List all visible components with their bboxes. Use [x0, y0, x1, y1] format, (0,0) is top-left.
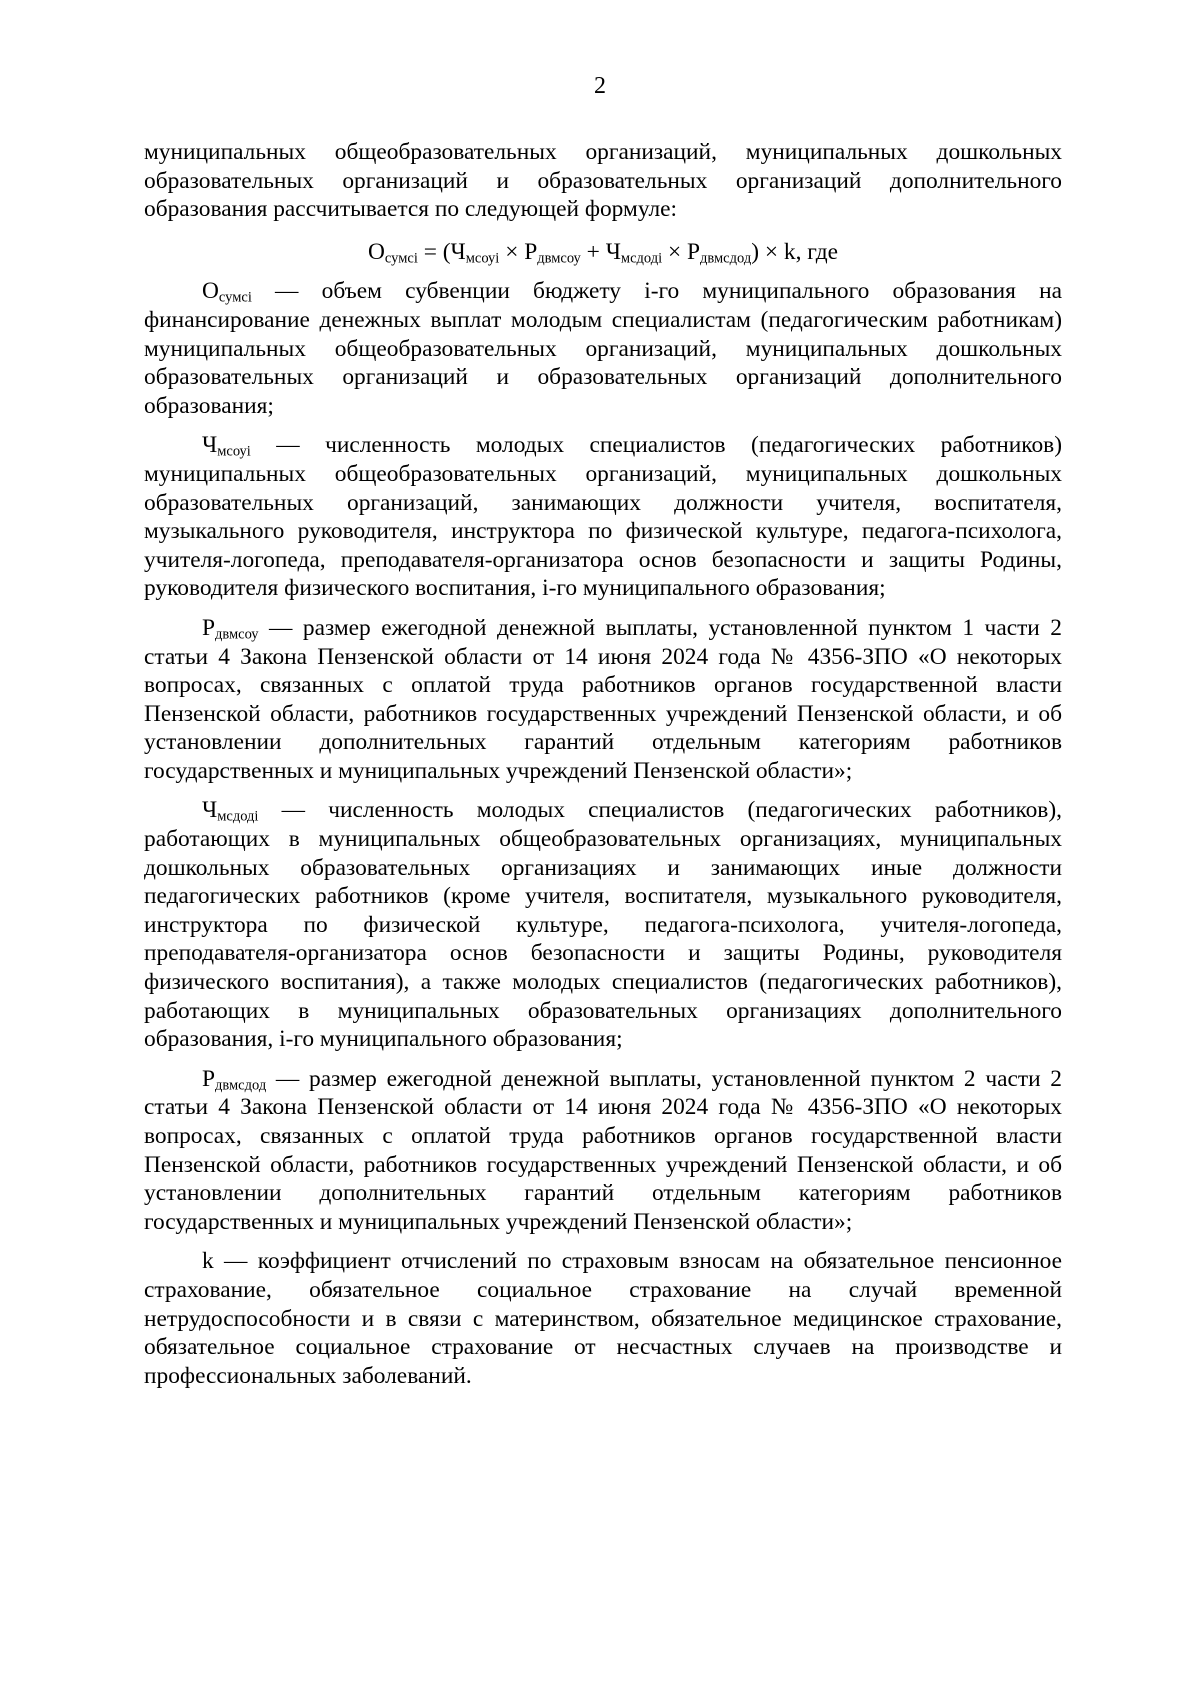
def-text: — численность молодых специалистов (педагогических работников) муниципальных общеобразовательных организаций, муниципальных дошкольных образовательных организаций, занимающих должности учителя, воспитателя, музыкального руководителя, инструктора по физической культуре, педагога-психолога, учителя-логопеда, преподавателя-организатора основ безопасности и защиты Родины, руководителя физического воспитания, i-го муниципального образования; [144, 432, 1062, 602]
def-symbol: Ч [202, 432, 218, 459]
formula-o: О [368, 238, 385, 265]
def-symbol: О [202, 278, 219, 305]
def-text: — численность молодых специалистов (педагогических работников), работающих в муниципальных общеобразовательных организациях, муниципальных дошкольных образовательных организациях и занимающих иные должности педагогических работников (кроме учителя, воспитателя, музыкального руководителя, инструктора по физической культуре, педагога-психолога, учителя-логопеда, преподавателя-организатора основ безопасности и защиты Родины, руководителя физического воспитания), а также молодых специалистов (педагогических работников), работающих в муниципальных образовательных организациях дополнительного образования, i-го муниципального образования; [144, 797, 1062, 1053]
formula-r2-sub: двмсдод [700, 250, 752, 267]
def-text: — размер ежегодной денежной выплаты, установленной пунктом 2 части 2 статьи 4 Закона Пензенской области от 14 июня 2024 года № 4356-ЗПО «О некоторых вопросах, связанных с оплатой труда работников органов государственной власти Пензенской области, работников государственных учреждений Пензенской области, и об установлении дополнительных гарантий отдельным категориям работников государственных и муниципальных учреждений Пензенской области»; [144, 1065, 1062, 1235]
definition-ch-msdodi [144, 796, 1062, 1053]
def-text: — объем субвенции бюджету i-го муниципального образования на финансирование денежных выплат молодым специалистам (педагогическим работникам) муниципальных общеобразовательных организаций, муниципальных дошкольных образовательных организаций и образовательных организаций дополнительного образования; [144, 278, 1062, 419]
def-symbol: Ч [202, 797, 218, 824]
formula-eq: = ( [417, 238, 451, 265]
formula-ch2-sub: мсдодi [620, 250, 663, 267]
formula-r1: Р [524, 238, 538, 265]
def-symbol: Р [202, 614, 216, 641]
def-symbol: Р [202, 1065, 216, 1092]
def-subscript: двмсоу [215, 626, 259, 643]
formula-ch1: Ч [450, 238, 466, 265]
def-symbol: k [202, 1248, 214, 1275]
def-subscript: двмсдод [215, 1077, 267, 1094]
definition-r-dvmsdod [144, 1065, 1062, 1237]
formula-ch1-sub: мсоуi [465, 250, 500, 267]
def-subscript: сумсi [218, 290, 252, 306]
definition-o-sumsi [144, 277, 1062, 420]
formula-r2: Р [687, 238, 701, 265]
formula-plus: + [580, 238, 606, 265]
formula-r1-sub: двмсоу [537, 250, 581, 267]
def-subscript: мсдодi [217, 809, 259, 826]
document-body [144, 138, 1062, 1390]
definition-k [144, 1247, 1062, 1390]
def-text: — размер ежегодной денежной выплаты, установленной пунктом 1 части 2 статьи 4 Закона Пензенской области от 14 июня 2024 года № 4356-ЗПО «О некоторых вопросах, связанных с оплатой труда работников органов государственной власти Пензенской области, работников государственных учреждений Пензенской области, и об установлении дополнительных гарантий отдельным категориям работников государственных и муниципальных учреждений Пензенской области»; [144, 614, 1062, 784]
definition-ch-msoui [144, 431, 1062, 603]
formula-tail: ) × k, где [751, 238, 838, 265]
intro-paragraph: муниципальных общеобразовательных организаций, муниципальных дошкольных образовательных организаций и образовательных организаций дополнительного образования рассчитывается по следующей формуле: [144, 139, 1062, 223]
formula-times1: × [499, 238, 525, 265]
formula-times2: × [662, 238, 688, 265]
formula-o-sub: сумсi [384, 250, 418, 267]
formula [144, 238, 1062, 267]
definition-r-dvmsou [144, 614, 1062, 786]
def-text: — коэффициент отчислений по страховым взносам на обязательное пенсионное страхование, обязательное социальное страхование на случай временной нетрудоспособности и в связи с материнством, обязательное медицинское страхование, обязательное социальное страхование от несчастных случаев на производстве и профессиональных заболеваний. [144, 1248, 1062, 1389]
def-subscript: мсоуi [217, 443, 251, 460]
page-number: 2 [594, 73, 606, 99]
formula-ch2: Ч [605, 238, 621, 265]
